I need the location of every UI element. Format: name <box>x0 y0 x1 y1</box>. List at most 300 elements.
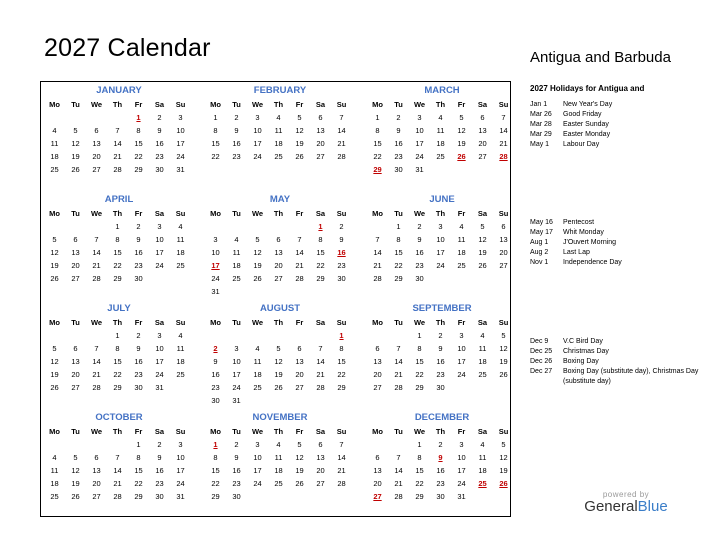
day-cell: 18 <box>232 261 241 270</box>
day-cell: 1 <box>375 113 380 122</box>
day-cell: 4 <box>276 113 281 122</box>
weekday-header: Th <box>435 100 446 109</box>
weekday-header: Su <box>336 100 347 109</box>
weekday-header: Mo <box>49 318 60 327</box>
weekday-header: We <box>413 318 426 327</box>
weekday-header: Th <box>273 318 284 327</box>
day-cell: 7 <box>339 440 344 449</box>
day-cell: 29 <box>415 383 424 392</box>
weekday-header: Sa <box>315 100 326 109</box>
holiday-date: Aug 2 <box>530 249 549 256</box>
country-name: Antigua and Barbuda <box>530 49 671 66</box>
day-cell: 4 <box>255 344 260 353</box>
day-cell: 9 <box>396 126 401 135</box>
day-cell: 22 <box>211 152 220 161</box>
weekday-header: Su <box>336 318 347 327</box>
month-grid <box>367 425 517 503</box>
day-cell: 3 <box>255 113 260 122</box>
holiday-item <box>530 248 700 258</box>
day-cell: 9 <box>339 235 344 244</box>
day-cell: 4 <box>276 440 281 449</box>
month-may <box>205 193 355 298</box>
day-cell: 19 <box>478 248 487 257</box>
weekday-header: Su <box>175 209 186 218</box>
day-cell: 30 <box>436 492 445 501</box>
day-cell: 22 <box>134 152 143 161</box>
day-cell: 3 <box>417 113 422 122</box>
day-cell: 15 <box>113 248 122 257</box>
day-cell: 4 <box>480 440 485 449</box>
day-cell: 18 <box>478 357 487 366</box>
day-cell: 7 <box>318 344 323 353</box>
holiday-item <box>530 337 700 347</box>
weekday-header: Th <box>112 318 123 327</box>
day-cell: 8 <box>339 344 344 353</box>
day-cell: 3 <box>255 440 260 449</box>
empty-cell <box>247 220 268 233</box>
day-cell: 3 <box>157 331 162 340</box>
empty-cell <box>226 220 247 233</box>
day-cell: 22 <box>337 370 346 379</box>
weekday-header: Sa <box>315 209 326 218</box>
weekday-header: Tu <box>71 209 80 218</box>
day-cell: 17 <box>155 248 164 257</box>
day-cell: 17 <box>155 357 164 366</box>
day-cell: 21 <box>113 152 122 161</box>
day-cell: 27 <box>478 152 487 161</box>
month-grid <box>44 316 194 394</box>
day-cell: 13 <box>274 248 283 257</box>
empty-cell <box>44 329 65 342</box>
day-cell: 11 <box>176 235 185 244</box>
day-cell: 11 <box>50 139 59 148</box>
holiday-name: New Year's Day <box>563 101 613 108</box>
holiday-name: J'Ouvert Morning <box>563 239 617 246</box>
day-cell: 7 <box>375 235 380 244</box>
weekday-header: Fr <box>457 100 466 109</box>
day-cell: 16 <box>415 248 424 257</box>
day-cell: 2 <box>213 344 218 353</box>
holiday-list-1 <box>530 100 700 150</box>
day-cell: 10 <box>155 344 164 353</box>
day-cell: 25 <box>176 370 185 379</box>
day-cell: 22 <box>211 479 220 488</box>
weekday-header: We <box>90 100 103 109</box>
empty-cell <box>107 111 128 124</box>
month-june <box>367 193 517 285</box>
day-cell: 19 <box>457 139 466 148</box>
day-cell: 27 <box>71 383 80 392</box>
holiday-date: Dec 25 <box>530 348 553 355</box>
day-cell: 28 <box>499 152 508 161</box>
day-cell: 14 <box>316 357 325 366</box>
month-january <box>44 84 194 176</box>
day-cell: 18 <box>50 479 59 488</box>
day-cell: 9 <box>213 357 218 366</box>
weekday-header: Tu <box>232 209 241 218</box>
day-cell: 7 <box>115 453 120 462</box>
day-cell: 9 <box>136 344 141 353</box>
empty-cell <box>44 111 65 124</box>
day-cell: 21 <box>337 466 346 475</box>
day-cell: 2 <box>157 440 162 449</box>
day-cell: 15 <box>337 357 346 366</box>
day-cell: 10 <box>415 126 424 135</box>
day-cell: 26 <box>478 261 487 270</box>
day-cell: 24 <box>253 479 262 488</box>
weekday-header: Tu <box>71 100 80 109</box>
day-cell: 14 <box>113 466 122 475</box>
empty-cell <box>367 329 388 342</box>
day-cell: 22 <box>415 370 424 379</box>
day-cell: 19 <box>50 370 59 379</box>
holiday-name: Easter Sunday <box>563 121 609 128</box>
day-cell: 5 <box>297 440 302 449</box>
weekday-header: We <box>90 318 103 327</box>
day-cell: 3 <box>213 235 218 244</box>
day-cell: 25 <box>478 479 487 488</box>
weekday-header: We <box>251 427 264 436</box>
day-cell: 15 <box>113 357 122 366</box>
day-cell: 23 <box>134 261 143 270</box>
day-cell: 30 <box>337 274 346 283</box>
day-cell: 15 <box>134 139 143 148</box>
month-grid <box>205 425 355 503</box>
month-grid <box>44 425 194 503</box>
day-cell: 7 <box>339 113 344 122</box>
day-cell: 10 <box>457 344 466 353</box>
day-cell: 1 <box>213 440 218 449</box>
day-cell: 18 <box>176 248 185 257</box>
weekday-header: Th <box>112 100 123 109</box>
day-cell: 9 <box>234 126 239 135</box>
day-cell: 6 <box>318 113 323 122</box>
holiday-date: Aug 1 <box>530 239 549 246</box>
day-cell: 22 <box>394 261 403 270</box>
day-cell: 8 <box>375 126 380 135</box>
weekday-header: Th <box>112 209 123 218</box>
weekday-header: Sa <box>477 318 488 327</box>
day-cell: 10 <box>232 357 241 366</box>
day-cell: 28 <box>337 152 346 161</box>
weekday-header: Sa <box>315 318 326 327</box>
day-cell: 8 <box>417 453 422 462</box>
month-grid <box>367 98 517 176</box>
day-cell: 20 <box>92 152 101 161</box>
day-cell: 11 <box>478 453 487 462</box>
weekday-header: Sa <box>154 209 165 218</box>
day-cell: 31 <box>155 383 164 392</box>
empty-cell <box>226 329 247 342</box>
day-cell: 23 <box>436 370 445 379</box>
weekday-header: Tu <box>394 209 403 218</box>
day-cell: 13 <box>373 357 382 366</box>
day-cell: 19 <box>499 466 508 475</box>
day-cell: 23 <box>394 152 403 161</box>
day-cell: 16 <box>211 370 220 379</box>
day-cell: 13 <box>71 248 80 257</box>
day-cell: 24 <box>436 261 445 270</box>
day-cell: 27 <box>316 479 325 488</box>
day-cell: 5 <box>501 440 506 449</box>
day-cell: 16 <box>134 357 143 366</box>
day-cell: 25 <box>274 479 283 488</box>
day-cell: 11 <box>274 126 283 135</box>
empty-cell <box>205 329 226 342</box>
weekday-header: Fr <box>457 427 466 436</box>
day-cell: 15 <box>373 139 382 148</box>
day-cell: 1 <box>115 331 120 340</box>
day-cell: 25 <box>50 492 59 501</box>
month-march <box>367 84 517 176</box>
day-cell: 30 <box>134 383 143 392</box>
holiday-name: Good Friday <box>563 111 602 118</box>
day-cell: 9 <box>417 235 422 244</box>
weekday-header: Su <box>336 209 347 218</box>
day-cell: 6 <box>73 344 78 353</box>
day-cell: 8 <box>115 235 120 244</box>
empty-cell <box>268 329 289 342</box>
day-cell: 17 <box>457 357 466 366</box>
day-cell: 26 <box>71 492 80 501</box>
weekday-header: Su <box>336 427 347 436</box>
day-cell: 14 <box>394 466 403 475</box>
empty-cell <box>388 438 409 451</box>
day-cell: 22 <box>316 261 325 270</box>
day-cell: 29 <box>415 492 424 501</box>
holiday-item <box>530 258 700 268</box>
day-cell: 16 <box>134 248 143 257</box>
day-cell: 18 <box>457 248 466 257</box>
day-cell: 29 <box>134 492 143 501</box>
empty-cell <box>65 329 86 342</box>
day-cell: 1 <box>396 222 401 231</box>
day-cell: 26 <box>50 383 59 392</box>
day-cell: 17 <box>457 466 466 475</box>
day-cell: 2 <box>396 113 401 122</box>
day-cell: 19 <box>50 261 59 270</box>
day-cell: 8 <box>396 235 401 244</box>
day-cell: 6 <box>73 235 78 244</box>
day-cell: 28 <box>113 492 122 501</box>
day-cell: 15 <box>316 248 325 257</box>
weekday-header: Sa <box>477 100 488 109</box>
holiday-date: May 1 <box>530 141 550 148</box>
day-cell: 7 <box>115 126 120 135</box>
day-cell: 25 <box>232 274 241 283</box>
day-cell: 17 <box>176 466 185 475</box>
day-cell: 11 <box>478 344 487 353</box>
month-grid <box>44 98 194 176</box>
day-cell: 10 <box>211 248 220 257</box>
day-cell: 28 <box>394 492 403 501</box>
weekday-header: Fr <box>134 100 143 109</box>
empty-cell <box>65 111 86 124</box>
day-cell: 23 <box>232 152 241 161</box>
weekday-header: Th <box>273 209 284 218</box>
month-name: JANUARY <box>96 85 142 96</box>
weekday-header: Sa <box>315 427 326 436</box>
weekday-header: Su <box>498 427 509 436</box>
day-cell: 14 <box>113 139 122 148</box>
empty-cell <box>86 438 107 451</box>
day-cell: 20 <box>316 139 325 148</box>
day-cell: 12 <box>71 139 80 148</box>
weekday-header: Tu <box>71 427 80 436</box>
day-cell: 22 <box>415 479 424 488</box>
holiday-item <box>530 110 700 120</box>
weekday-header: Fr <box>295 427 304 436</box>
day-cell: 19 <box>71 479 80 488</box>
day-cell: 9 <box>438 344 443 353</box>
weekday-header: Sa <box>477 209 488 218</box>
day-cell: 16 <box>232 466 241 475</box>
day-cell: 22 <box>113 370 122 379</box>
weekday-header: Su <box>498 100 509 109</box>
day-cell: 20 <box>71 261 80 270</box>
month-name: JULY <box>107 303 131 314</box>
day-cell: 11 <box>253 357 262 366</box>
day-cell: 14 <box>373 248 382 257</box>
day-cell: 27 <box>92 165 101 174</box>
day-cell: 26 <box>457 152 466 161</box>
day-cell: 18 <box>436 139 445 148</box>
day-cell: 9 <box>234 453 239 462</box>
empty-cell <box>44 220 65 233</box>
weekday-header: Sa <box>154 318 165 327</box>
day-cell: 8 <box>213 453 218 462</box>
weekday-header: Mo <box>210 100 221 109</box>
month-name: OCTOBER <box>95 412 143 423</box>
day-cell: 2 <box>136 331 141 340</box>
day-cell: 6 <box>501 222 506 231</box>
day-cell: 2 <box>438 440 443 449</box>
day-cell: 19 <box>295 139 304 148</box>
day-cell: 1 <box>115 222 120 231</box>
day-cell: 25 <box>176 261 185 270</box>
day-cell: 1 <box>339 331 344 340</box>
day-cell: 23 <box>232 479 241 488</box>
day-cell: 6 <box>297 344 302 353</box>
holiday-item <box>530 347 700 357</box>
day-cell: 22 <box>373 152 382 161</box>
empty-cell <box>86 220 107 233</box>
holiday-date: Mar 28 <box>530 121 552 128</box>
day-cell: 23 <box>415 261 424 270</box>
day-cell: 5 <box>276 344 281 353</box>
holiday-item <box>530 367 700 387</box>
holiday-name: Independence Day <box>563 259 622 266</box>
day-cell: 30 <box>134 274 143 283</box>
day-cell: 29 <box>134 165 143 174</box>
day-cell: 18 <box>478 466 487 475</box>
month-october <box>44 411 194 503</box>
day-cell: 18 <box>253 370 262 379</box>
holiday-date: Mar 29 <box>530 131 552 138</box>
weekday-header: Mo <box>372 318 383 327</box>
day-cell: 30 <box>211 396 220 405</box>
weekday-header: Fr <box>295 100 304 109</box>
holiday-date: Dec 27 <box>530 368 553 375</box>
day-cell: 12 <box>295 126 304 135</box>
day-cell: 12 <box>50 248 59 257</box>
day-cell: 13 <box>92 139 101 148</box>
holiday-item <box>530 218 700 228</box>
weekday-header: Tu <box>394 318 403 327</box>
day-cell: 2 <box>417 222 422 231</box>
holiday-item <box>530 238 700 248</box>
day-cell: 5 <box>297 113 302 122</box>
day-cell: 12 <box>253 248 262 257</box>
holiday-name: Pentecost <box>563 219 595 226</box>
month-name: SEPTEMBER <box>412 303 472 314</box>
day-cell: 29 <box>113 274 122 283</box>
day-cell: 14 <box>92 248 101 257</box>
day-cell: 21 <box>373 261 382 270</box>
day-cell: 28 <box>337 479 346 488</box>
weekday-header: Th <box>435 318 446 327</box>
month-name: FEBRUARY <box>253 85 307 96</box>
empty-cell <box>367 220 388 233</box>
day-cell: 11 <box>232 248 241 257</box>
weekday-header: Th <box>435 209 446 218</box>
day-cell: 24 <box>457 370 466 379</box>
day-cell: 5 <box>52 344 57 353</box>
holiday-name: Boxing Day (substitute day), Christmas Day (substitute day) <box>563 368 699 385</box>
holiday-item <box>530 140 700 150</box>
day-cell: 28 <box>92 274 101 283</box>
weekday-header: Fr <box>457 209 466 218</box>
day-cell: 12 <box>499 453 508 462</box>
day-cell: 21 <box>113 479 122 488</box>
day-cell: 4 <box>480 331 485 340</box>
day-cell: 29 <box>337 383 346 392</box>
day-cell: 12 <box>71 466 80 475</box>
day-cell: 26 <box>499 479 508 488</box>
day-cell: 29 <box>316 274 325 283</box>
holiday-name: Boxing Day <box>563 358 599 365</box>
weekday-header: Mo <box>372 427 383 436</box>
day-cell: 4 <box>234 235 239 244</box>
day-cell: 8 <box>213 126 218 135</box>
day-cell: 14 <box>394 357 403 366</box>
day-cell: 6 <box>94 126 99 135</box>
day-cell: 3 <box>178 440 183 449</box>
day-cell: 27 <box>274 274 283 283</box>
day-cell: 25 <box>253 383 262 392</box>
day-cell: 11 <box>457 235 466 244</box>
empty-cell <box>388 329 409 342</box>
day-cell: 16 <box>394 139 403 148</box>
day-cell: 24 <box>176 479 185 488</box>
day-cell: 7 <box>396 453 401 462</box>
day-cell: 5 <box>459 113 464 122</box>
day-cell: 8 <box>318 235 323 244</box>
day-cell: 30 <box>232 492 241 501</box>
day-cell: 11 <box>50 466 59 475</box>
day-cell: 16 <box>436 357 445 366</box>
weekday-header: Th <box>112 427 123 436</box>
holiday-date: Nov 1 <box>530 259 549 266</box>
empty-cell <box>86 111 107 124</box>
day-cell: 31 <box>232 396 241 405</box>
weekday-header: Su <box>175 427 186 436</box>
day-cell: 24 <box>211 274 220 283</box>
weekday-header: Mo <box>210 209 221 218</box>
day-cell: 13 <box>478 126 487 135</box>
weekday-header: Fr <box>295 209 304 218</box>
day-cell: 14 <box>337 126 346 135</box>
